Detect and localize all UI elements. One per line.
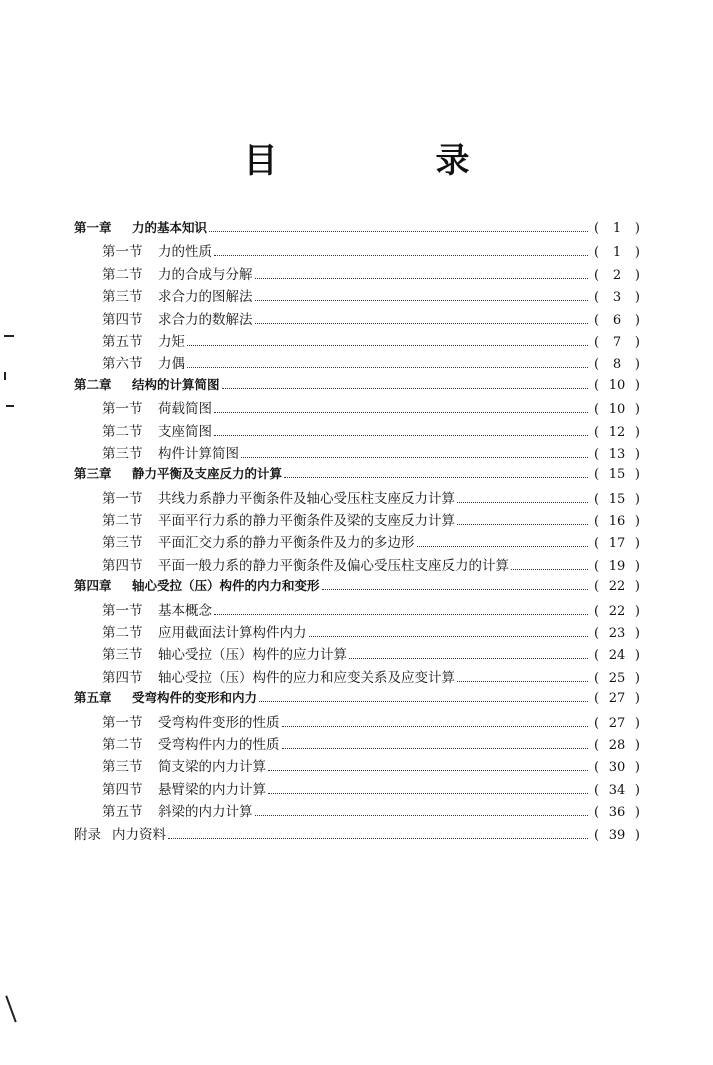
leader-dots [168, 838, 588, 839]
toc-entry-number: 第一节 [102, 714, 143, 731]
toc-chapter-row [74, 464, 640, 486]
toc-entry-number: 第四节 [102, 669, 143, 686]
leader-dots [209, 231, 588, 232]
toc-section-row [74, 778, 640, 800]
toc-entry-title: 力的合成与分解 [158, 266, 253, 283]
leader-dots [268, 770, 588, 771]
toc-entry-title: 求合力的数解法 [158, 311, 253, 328]
leader-dots [214, 412, 588, 413]
toc-entry-number: 第二节 [102, 625, 143, 642]
toc-page-number: 8 [612, 357, 622, 373]
toc-page-number: 27 [608, 715, 626, 731]
toc-entry-title: 力的基本知识 [132, 220, 208, 235]
leader-dots [309, 636, 589, 637]
toc-entry-number: 第四章 [74, 578, 112, 594]
toc-page-ref: ( 12 ) [594, 424, 640, 440]
toc-entry-title: 支座简图 [158, 423, 212, 440]
leader-dots [241, 457, 588, 458]
toc-page-number: 7 [612, 334, 622, 350]
toc-entry-title: 内力资料 [112, 826, 166, 843]
toc-page-number: 25 [608, 670, 626, 686]
toc-entry-number: 第三节 [102, 535, 143, 552]
toc-section-row [74, 666, 640, 688]
toc-page-ref: ( 27 ) [594, 691, 640, 707]
leader-dots [322, 589, 588, 590]
toc-page-ref: ( 34 ) [594, 782, 640, 798]
toc-chapter-row [74, 375, 640, 397]
toc-entry-title: 轴心受拉（压）构件的内力和变形 [132, 578, 320, 594]
leader-dots [511, 569, 588, 570]
toc-entry-number: 第一节 [102, 490, 143, 507]
toc-entry-title: 静力平衡及支座反力的计算 [132, 466, 283, 482]
toc-page-number: 15 [608, 491, 626, 507]
leader-dots [282, 726, 589, 727]
toc-page-number: 3 [612, 290, 622, 306]
toc-page-number: 22 [608, 579, 626, 595]
toc-entry-title: 悬臂梁的内力计算 [158, 781, 266, 798]
toc-entry-title: 斜梁的内力计算 [158, 804, 253, 821]
toc-section-row [74, 733, 640, 755]
toc-page-number: 12 [608, 424, 626, 440]
leader-dots [457, 681, 588, 682]
scan-mark [5, 996, 16, 1023]
toc-page-ref: ( 10 ) [594, 377, 640, 393]
toc-entry-title: 平面汇交力系的静力平衡条件及力的多边形 [158, 535, 415, 552]
leader-dots [255, 323, 589, 324]
leader-dots [282, 748, 589, 749]
toc-section-row [74, 643, 640, 665]
toc-entry-title: 简支梁的内力计算 [158, 759, 266, 776]
leader-dots [255, 815, 589, 816]
toc-entry-number: 第二章 [74, 376, 112, 392]
toc-page-number: 22 [608, 603, 626, 619]
toc-entry-title: 力的性质 [158, 244, 212, 261]
toc-entry-number: 第三节 [102, 289, 143, 306]
toc-page-number: 10 [608, 402, 626, 418]
toc-entry-number: 第二节 [102, 513, 143, 530]
toc-page-number: 15 [608, 467, 626, 483]
leader-dots [457, 502, 588, 503]
toc-chapter-row [74, 688, 640, 710]
toc-section-row [74, 442, 640, 464]
toc-section-row [74, 599, 640, 621]
toc-entry-number: 第四节 [102, 311, 143, 328]
toc-entry-title: 平面一般力系的静力平衡条件及偏心受压柱支座反力的计算 [158, 557, 509, 574]
toc-section-row [74, 330, 640, 352]
toc-entry-title: 力矩 [158, 333, 185, 350]
toc-entry-number: 第六节 [102, 356, 143, 373]
toc-section-row [74, 487, 640, 509]
leader-dots [268, 793, 588, 794]
toc-section-row [74, 263, 640, 285]
leader-dots [457, 524, 588, 525]
leader-dots [187, 367, 588, 368]
toc-page-ref: ( 10 ) [594, 402, 640, 418]
leader-dots [214, 435, 588, 436]
toc-page-ref: ( 24 ) [594, 648, 640, 664]
toc-chapter-row [74, 576, 640, 598]
toc-entry-number: 第五节 [102, 333, 143, 350]
toc-entry-title: 应用截面法计算构件内力 [158, 625, 307, 642]
toc-entry-number: 第三节 [102, 759, 143, 776]
scan-mark [4, 335, 14, 337]
toc-page-number: 2 [612, 267, 622, 283]
toc-page-ref: ( 6 ) [594, 312, 640, 328]
toc-chapter-row [74, 823, 640, 845]
toc-section-row [74, 352, 640, 374]
scan-mark [6, 405, 14, 407]
toc-page-number: 6 [612, 312, 622, 328]
toc-section-row [74, 308, 640, 330]
toc-entry-number: 第一节 [102, 244, 143, 261]
toc-page-ref: ( 22 ) [594, 603, 640, 619]
toc-entry-number: 第二节 [102, 266, 143, 283]
toc-page-ref: ( 15 ) [594, 491, 640, 507]
leader-dots [259, 701, 588, 702]
toc-entry-number: 第二节 [102, 423, 143, 440]
toc-entry-title: 基本概念 [158, 602, 212, 619]
toc-section-row [74, 554, 640, 576]
toc-page-number: 1 [612, 221, 622, 236]
toc-entry-number: 第四节 [102, 781, 143, 798]
toc-entry-title: 受弯构件的变形和内力 [132, 690, 258, 706]
table-of-contents [74, 218, 640, 845]
toc-page-ref: ( 27 ) [594, 715, 640, 731]
leader-dots [222, 388, 588, 389]
leader-dots [417, 546, 589, 547]
toc-page-ref: ( 22 ) [594, 579, 640, 595]
toc-page-ref: ( 15 ) [594, 467, 640, 483]
toc-page-number: 30 [608, 760, 626, 776]
toc-page-number: 10 [608, 377, 626, 393]
page-title: 目 录 [243, 141, 532, 181]
toc-page-number: 28 [608, 737, 626, 753]
leader-dots [349, 658, 588, 659]
toc-page-ref: ( 25 ) [594, 670, 640, 686]
toc-entry-number: 第五章 [74, 690, 112, 706]
toc-section-row [74, 285, 640, 307]
toc-page-ref: ( 1 ) [594, 245, 640, 261]
toc-entry-number: 第三章 [74, 466, 112, 482]
scan-mark [4, 372, 6, 380]
toc-page-number: 17 [608, 536, 626, 552]
toc-page-ref: ( 7 ) [594, 334, 640, 350]
toc-page-ref: ( 8 ) [594, 357, 640, 373]
toc-entry-title: 构件计算简图 [158, 445, 239, 462]
toc-section-row [74, 621, 640, 643]
toc-page-ref: ( 39 ) [594, 827, 640, 843]
toc-page-number: 39 [608, 827, 626, 843]
toc-section-row [74, 509, 640, 531]
toc-section-row [74, 531, 640, 553]
toc-entry-number: 第一节 [102, 401, 143, 418]
toc-entry-number: 附录 [74, 826, 101, 843]
toc-entry-title: 求合力的图解法 [158, 289, 253, 306]
toc-entry-number: 第四节 [102, 557, 143, 574]
toc-page-ref: ( 23 ) [594, 626, 640, 642]
toc-entry-title: 结构的计算简图 [132, 376, 220, 392]
toc-page-number: 16 [608, 514, 626, 530]
toc-page-number: 36 [608, 805, 626, 821]
toc-entry-title: 轴心受拉（压）构件的应力和应变关系及应变计算 [158, 669, 455, 686]
leader-dots [214, 614, 588, 615]
toc-entry-number: 第五节 [102, 804, 143, 821]
toc-entry-title: 力偶 [158, 356, 185, 373]
toc-entry-title: 平面平行力系的静力平衡条件及梁的支座反力计算 [158, 513, 455, 530]
toc-page-number: 27 [608, 691, 626, 707]
toc-entry-title: 轴心受拉（压）构件的应力计算 [158, 647, 347, 664]
toc-section-row [74, 755, 640, 777]
toc-section-row [74, 800, 640, 822]
toc-entry-title: 荷载简图 [158, 401, 212, 418]
toc-entry-number: 第三节 [102, 445, 143, 462]
toc-page-number: 24 [608, 648, 626, 664]
toc-chapter-row [74, 218, 640, 240]
toc-page-ref: ( 36 ) [594, 805, 640, 821]
toc-section-row [74, 240, 640, 262]
toc-page-ref: ( 1 ) [594, 221, 640, 236]
toc-page-number: 23 [608, 626, 626, 642]
toc-page-ref: ( 13 ) [594, 446, 640, 462]
toc-page-number: 1 [612, 245, 622, 261]
toc-entry-number: 第三节 [102, 647, 143, 664]
toc-page-ref: ( 30 ) [594, 760, 640, 776]
toc-page-ref: ( 17 ) [594, 536, 640, 552]
toc-page-number: 13 [608, 446, 626, 462]
toc-entry-title: 受弯构件变形的性质 [158, 714, 280, 731]
toc-entry-title: 受弯构件内力的性质 [158, 736, 280, 753]
toc-entry-number: 第一节 [102, 602, 143, 619]
toc-page-ref: ( 2 ) [594, 267, 640, 283]
toc-page-number: 19 [608, 558, 626, 574]
toc-page-number: 34 [608, 782, 626, 798]
toc-section-row [74, 420, 640, 442]
leader-dots [255, 300, 589, 301]
leader-dots [284, 477, 588, 478]
toc-page-ref: ( 16 ) [594, 514, 640, 530]
toc-page-ref: ( 3 ) [594, 290, 640, 306]
toc-section-row [74, 397, 640, 419]
toc-entry-title: 共线力系静力平衡条件及轴心受压柱支座反力计算 [158, 490, 455, 507]
toc-section-row [74, 711, 640, 733]
toc-entry-number: 第二节 [102, 736, 143, 753]
toc-page-ref: ( 19 ) [594, 558, 640, 574]
leader-dots [255, 278, 589, 279]
leader-dots [214, 255, 588, 256]
leader-dots [187, 345, 588, 346]
toc-page-ref: ( 28 ) [594, 737, 640, 753]
toc-entry-number: 第一章 [74, 220, 112, 235]
